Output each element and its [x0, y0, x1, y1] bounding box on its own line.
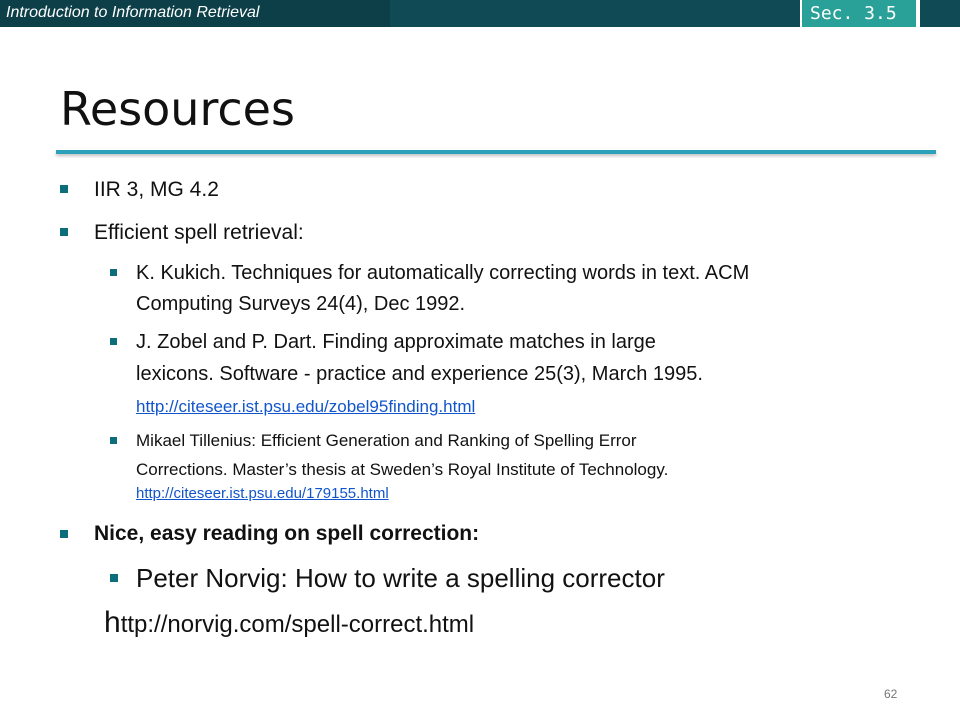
course-title: Introduction to Information Retrieval: [6, 4, 260, 21]
ref-norvig: Peter Norvig: How to write a spelling corrector: [136, 563, 665, 593]
title-divider: [56, 150, 936, 154]
bullet-icon: [60, 228, 68, 236]
bullet-icon: [60, 530, 68, 538]
norvig-url[interactable]: [104, 606, 474, 640]
bullet-icon: [110, 437, 117, 444]
bullet-icon: [110, 574, 118, 582]
bullet-icon: [60, 185, 68, 193]
bullet-iir: IIR 3, MG 4.2: [94, 178, 219, 201]
bullet-icon: [110, 338, 117, 345]
ref-zobel-line2: lexicons. Software - practice and experience 25(3), March 1995.: [136, 363, 703, 385]
ref-zobel-link[interactable]: http://citeseer.ist.psu.edu/zobel95finding.html: [136, 397, 476, 416]
page-number: 62: [884, 687, 898, 701]
ref-kukich-line2: Computing Surveys 24(4), Dec 1992.: [136, 293, 466, 315]
ref-zobel-line1: J. Zobel and P. Dart. Finding approximate matches in large: [136, 331, 656, 353]
bullet-icon: [110, 269, 117, 276]
ref-tillenius-line2: Corrections. Master’s thesis at Sweden’s Royal Institute of Technology.: [136, 460, 669, 479]
ref-tillenius-line1: Mikael Tillenius: Efficient Generation and Ranking of Spelling Error: [136, 431, 637, 450]
bullet-easy-reading: Nice, easy reading on spell correction:: [94, 522, 480, 545]
norvig-url-rest: ttp://norvig.com/spell-correct.html: [120, 611, 475, 638]
ref-kukich-line1: K. Kukich. Techniques for automatically correcting words in text. ACM: [136, 262, 750, 284]
bullet-spell-retrieval: Efficient spell retrieval:: [94, 221, 304, 244]
section-label: Sec. 3.5: [810, 3, 897, 24]
norvig-url-first-letter: h: [104, 606, 121, 639]
slide-title: Resources: [60, 82, 295, 136]
ref-tillenius-link[interactable]: http://citeseer.ist.psu.edu/179155.html: [136, 485, 389, 502]
